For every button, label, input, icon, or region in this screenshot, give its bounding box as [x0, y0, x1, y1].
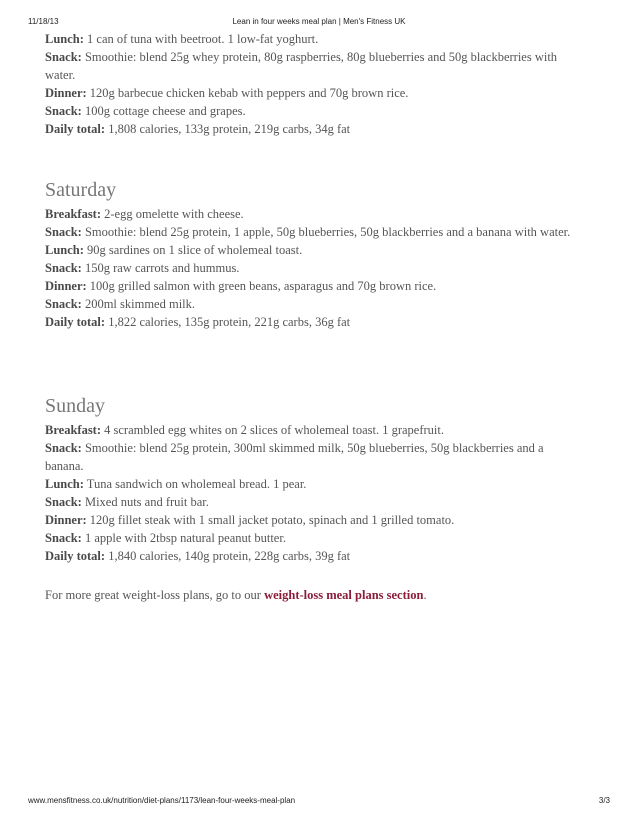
meal-label: Lunch: — [45, 32, 84, 46]
meal-text: 100g cottage cheese and grapes. — [81, 104, 246, 118]
meal-label: Snack: — [45, 441, 82, 455]
meal-entry — [45, 102, 575, 120]
friday-continued-section — [45, 30, 575, 138]
meal-entry — [45, 439, 575, 475]
meal-text: 1,840 calories, 140g protein, 228g carbs, 39g fat — [105, 549, 351, 563]
meal-entry — [45, 277, 575, 295]
weight-loss-plans-link[interactable]: weight-loss meal plans section — [264, 588, 424, 602]
meal-entry — [45, 30, 575, 48]
saturday-section — [45, 178, 575, 331]
meal-entry — [45, 84, 575, 102]
page-number: 3/3 — [598, 796, 610, 805]
meal-entry — [45, 120, 575, 138]
meal-label: Daily total: — [45, 549, 106, 563]
meal-label: Lunch: — [45, 243, 84, 257]
meal-entry — [45, 205, 575, 223]
meal-entry — [45, 313, 575, 331]
meal-entry — [45, 241, 575, 259]
meal-text: 120g barbecue chicken kebab with peppers and 70g brown rice. — [86, 86, 409, 100]
meal-label: Snack: — [45, 225, 82, 239]
closing-paragraph — [45, 586, 575, 604]
day-heading-sunday: Sunday — [45, 395, 105, 417]
meal-label: Snack: — [45, 104, 82, 118]
meal-text: 1,808 calories, 133g protein, 219g carbs, 34g fat — [105, 122, 351, 136]
print-page-title: Lean in four weeks meal plan | Men's Fitness UK — [232, 17, 406, 26]
meal-label: Dinner: — [45, 86, 87, 100]
sunday-section — [45, 394, 575, 565]
meal-label: Snack: — [45, 531, 82, 545]
meal-text: Smoothie: blend 25g whey protein, 80g raspberries, 80g blueberries and 50g blackberries with water. — [45, 50, 558, 82]
print-header — [28, 17, 610, 29]
meal-text: 100g grilled salmon with green beans, asparagus and 70g brown rice. — [86, 279, 437, 293]
print-url: www.mensfitness.co.uk/nutrition/diet-plans/1173/lean-four-weeks-meal-plan — [28, 796, 296, 805]
print-date: 11/18/13 — [28, 17, 59, 26]
meal-label: Dinner: — [45, 513, 87, 527]
day-heading-saturday: Saturday — [45, 179, 117, 201]
meal-text: Smoothie: blend 25g protein, 1 apple, 50g blueberries, 50g blackberries and a banana with water. — [81, 225, 571, 239]
meal-entry — [45, 223, 575, 241]
meal-label: Snack: — [45, 297, 82, 311]
meal-text: 90g sardines on 1 slice of wholemeal toast. — [83, 243, 303, 257]
closing-suffix: . — [423, 588, 427, 602]
meal-label: Snack: — [45, 495, 82, 509]
meal-entry — [45, 421, 575, 439]
meal-label: Breakfast: — [45, 207, 102, 221]
meal-text: 200ml skimmed milk. — [81, 297, 196, 311]
meal-text: 1 can of tuna with beetroot. 1 low-fat yoghurt. — [83, 32, 319, 46]
meal-label: Breakfast: — [45, 423, 102, 437]
print-footer — [28, 796, 610, 808]
meal-entry — [45, 48, 575, 84]
meal-text: Mixed nuts and fruit bar. — [81, 495, 209, 509]
meal-label: Dinner: — [45, 279, 87, 293]
meal-entry — [45, 475, 575, 493]
meal-entry — [45, 295, 575, 313]
meal-label: Daily total: — [45, 122, 106, 136]
closing-text — [45, 586, 575, 604]
meal-text: 2-egg omelette with cheese. — [101, 207, 244, 221]
meal-text: 1 apple with 2tbsp natural peanut butter. — [81, 531, 286, 545]
meal-label: Daily total: — [45, 315, 106, 329]
meal-text: Tuna sandwich on wholemeal bread. 1 pear. — [83, 477, 307, 491]
meal-entry — [45, 511, 575, 529]
meal-text: 4 scrambled egg whites on 2 slices of wholemeal toast. 1 grapefruit. — [101, 423, 444, 437]
meal-entry — [45, 529, 575, 547]
meal-text: Smoothie: blend 25g protein, 300ml skimmed milk, 50g blueberries, 50g blackberries and a banana. — [45, 441, 544, 473]
meal-entry — [45, 259, 575, 277]
meal-text: 1,822 calories, 135g protein, 221g carbs, 36g fat — [105, 315, 351, 329]
meal-label: Lunch: — [45, 477, 84, 491]
meal-label: Snack: — [45, 261, 82, 275]
closing-prefix: For more great weight-loss plans, go to our — [45, 588, 265, 602]
meal-text: 120g fillet steak with 1 small jacket potato, spinach and 1 grilled tomato. — [86, 513, 455, 527]
meal-entry — [45, 547, 575, 565]
meal-label: Snack: — [45, 50, 82, 64]
meal-entry — [45, 493, 575, 511]
meal-text: 150g raw carrots and hummus. — [81, 261, 240, 275]
